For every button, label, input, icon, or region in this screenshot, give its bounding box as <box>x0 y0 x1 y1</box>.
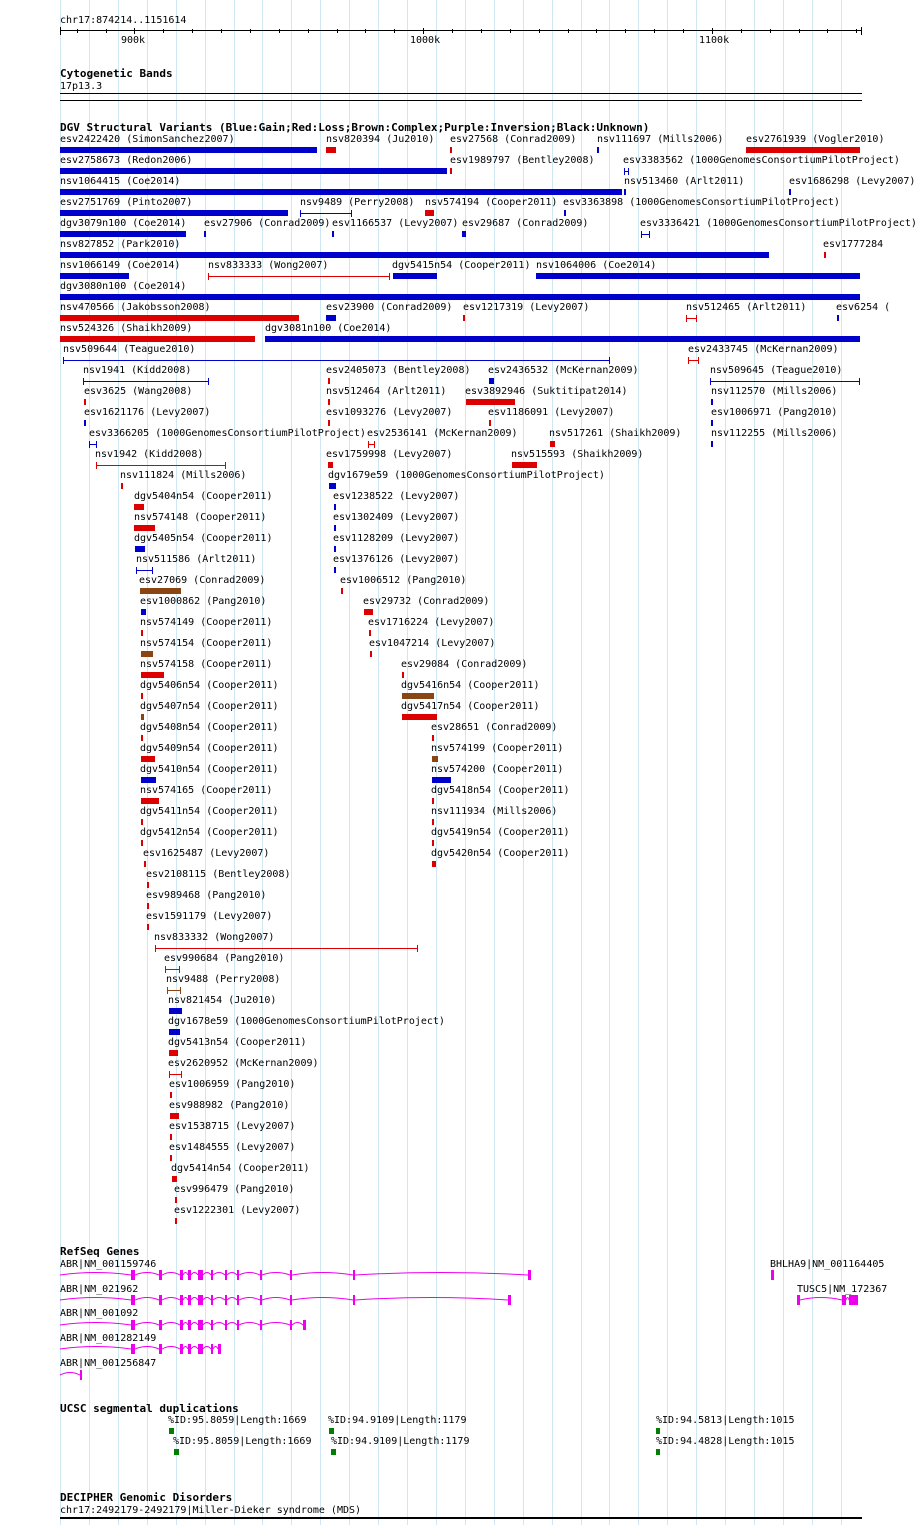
intron-line <box>183 1323 188 1326</box>
segdup-bar[interactable] <box>174 1449 179 1455</box>
sv-label[interactable]: nsv1941 (Kidd2008) <box>83 365 192 376</box>
exon-block[interactable] <box>260 1295 262 1305</box>
sv-label[interactable]: nsv1942 (Kidd2008) <box>95 449 204 460</box>
intron-line <box>191 1273 198 1276</box>
sv-label[interactable]: esv3336421 (1000GenomesConsortiumPilotProject) <box>640 218 917 229</box>
sv-label[interactable]: nsv574148 (Cooper2011) <box>134 512 267 523</box>
intron-line <box>227 1298 237 1301</box>
ruler-region-label: chr17:874214..1151614 <box>60 15 187 26</box>
segdup-label[interactable]: %ID:94.4828|Length:1015 <box>656 1436 795 1447</box>
intron-line <box>203 1323 211 1326</box>
sv-label[interactable]: esv2758673 (Redon2006) <box>60 155 193 166</box>
sv-label[interactable]: dgv5407n54 (Cooper2011) <box>140 701 279 712</box>
intron-line <box>203 1298 211 1301</box>
sv-label[interactable]: dgv5413n54 (Cooper2011) <box>168 1037 307 1048</box>
exon-block[interactable] <box>225 1270 227 1280</box>
exon-block[interactable] <box>159 1295 162 1305</box>
sv-label[interactable]: nsv821454 (Ju2010) <box>168 995 277 1006</box>
exon-block[interactable] <box>303 1320 306 1330</box>
sv-label[interactable]: esv2751769 (Pinto2007) <box>60 197 193 208</box>
sv-label[interactable]: esv2433745 (McKernan2009) <box>688 344 839 355</box>
intron-line <box>292 1273 353 1276</box>
segdup-bar[interactable] <box>331 1449 336 1455</box>
exon-block[interactable] <box>771 1270 774 1280</box>
intron-line <box>239 1298 260 1301</box>
exon-block[interactable] <box>218 1344 221 1354</box>
ruler-tick-label: 1000k <box>410 35 441 46</box>
sv-label[interactable]: nsv9488 (Perry2008) <box>166 974 281 985</box>
intron-line <box>262 1273 290 1276</box>
intron-line <box>213 1323 225 1326</box>
sv-label[interactable]: nsv509645 (Teague2010) <box>710 365 843 376</box>
exon-block[interactable] <box>188 1270 191 1280</box>
sv-label[interactable]: esv1093276 (Levy2007) <box>326 407 453 418</box>
sv-label[interactable]: dgv5420n54 (Cooper2011) <box>431 848 570 859</box>
sv-label[interactable]: dgv5408n54 (Cooper2011) <box>140 722 279 733</box>
intron-line <box>191 1347 198 1350</box>
exon-block[interactable] <box>211 1295 213 1305</box>
sv-label[interactable]: nsv833332 (Wong2007) <box>154 932 275 943</box>
sv-label[interactable]: dgv5415n54 (Cooper2011) <box>392 260 531 271</box>
sv-label[interactable]: nsv112570 (Mills2006) <box>711 386 838 397</box>
sv-label[interactable]: esv990684 (Pang2010) <box>164 953 285 964</box>
refseq-track-title: RefSeq Genes <box>60 1245 140 1258</box>
exon-block[interactable] <box>131 1344 135 1354</box>
sv-label[interactable]: esv2436532 (McKernan2009) <box>488 365 639 376</box>
sv-label[interactable]: nsv9489 (Perry2008) <box>300 197 415 208</box>
gene-label[interactable]: ABR|NM_021962 <box>60 1284 139 1295</box>
sv-label[interactable]: esv2405073 (Bentley2008) <box>326 365 471 376</box>
intron-line <box>135 1347 159 1350</box>
sv-label[interactable]: nsv1066149 (Coe2014) <box>60 260 181 271</box>
gene-label[interactable]: ABR|NM_001092 <box>60 1308 139 1319</box>
segdup-bar[interactable] <box>656 1428 660 1434</box>
exon-block[interactable] <box>131 1320 135 1330</box>
intron-line <box>239 1323 260 1326</box>
intron-line <box>135 1323 159 1326</box>
sv-label[interactable]: esv27568 (Conrad2009) <box>450 134 577 145</box>
exon-block[interactable] <box>188 1320 191 1330</box>
sv-label[interactable]: dgv3080n100 (Coe2014) <box>60 281 187 292</box>
segdup-label[interactable]: %ID:95.8059|Length:1669 <box>168 1415 307 1426</box>
decipher-feature-bar[interactable] <box>60 1517 862 1519</box>
segdup-bar[interactable] <box>329 1428 334 1434</box>
sv-label[interactable]: esv29687 (Conrad2009) <box>462 218 589 229</box>
intron-line <box>191 1298 198 1301</box>
sv-label[interactable]: esv27069 (Conrad2009) <box>139 575 266 586</box>
sv-label[interactable]: esv2761939 (Vogler2010) <box>746 134 885 145</box>
sv-label[interactable]: esv23900 (Conrad2009) <box>326 302 453 313</box>
sv-label[interactable]: esv1166537 (Levy2007) <box>332 218 459 229</box>
intron-line <box>183 1298 188 1301</box>
exon-block[interactable] <box>237 1320 239 1330</box>
sv-label[interactable]: dgv5410n54 (Cooper2011) <box>140 764 279 775</box>
sv-label[interactable]: esv1621176 (Levy2007) <box>84 407 211 418</box>
sv-label[interactable]: nsv515593 (Shaikh2009) <box>511 449 644 460</box>
intron-line <box>213 1347 218 1350</box>
exon-block[interactable] <box>159 1344 162 1354</box>
gene-label[interactable]: TUSC5|NM_172367 <box>797 1284 888 1295</box>
sv-label[interactable]: nsv574158 (Cooper2011) <box>140 659 273 670</box>
intron-line <box>292 1298 353 1301</box>
sv-label[interactable]: nsv509644 (Teague2010) <box>63 344 196 355</box>
exon-block[interactable] <box>180 1344 183 1354</box>
sv-label[interactable]: esv6254 ( <box>836 302 891 313</box>
sv-label[interactable]: nsv512464 (Arlt2011) <box>326 386 447 397</box>
sv-label[interactable]: esv1006971 (Pang2010) <box>711 407 838 418</box>
sv-label[interactable]: nsv112255 (Mills2006) <box>711 428 838 439</box>
sv-label[interactable]: dgv5419n54 (Cooper2011) <box>431 827 570 838</box>
sv-label[interactable]: esv1716224 (Levy2007) <box>368 617 495 628</box>
intron-line <box>203 1347 211 1350</box>
gene-label[interactable]: ABR|NM_001282149 <box>60 1333 157 1344</box>
sv-label[interactable]: esv1777284 <box>823 239 884 250</box>
intron-line <box>800 1298 842 1301</box>
sv-label[interactable]: dgv5404n54 (Cooper2011) <box>134 491 273 502</box>
sv-label[interactable]: esv1302409 (Levy2007) <box>333 512 460 523</box>
intron-line <box>355 1298 508 1301</box>
sv-label[interactable]: esv1217319 (Levy2007) <box>463 302 590 313</box>
sv-label[interactable]: dgv3081n100 (Coe2014) <box>265 323 392 334</box>
sv-label[interactable]: nsv827852 (Park2010) <box>60 239 181 250</box>
sv-label[interactable]: esv2620952 (McKernan2009) <box>168 1058 319 1069</box>
sv-label[interactable]: esv2422420 (SimonSanchez2007) <box>60 134 235 145</box>
intron-line <box>60 1373 80 1376</box>
sv-label[interactable]: esv1047214 (Levy2007) <box>369 638 496 649</box>
sv-label[interactable]: nsv574149 (Cooper2011) <box>140 617 273 628</box>
intron-line <box>262 1323 290 1326</box>
sv-label[interactable]: nsv111824 (Mills2006) <box>120 470 247 481</box>
sv-label[interactable]: esv1186091 (Levy2007) <box>488 407 615 418</box>
sv-label[interactable]: esv1625487 (Levy2007) <box>143 848 270 859</box>
exon-block[interactable] <box>225 1295 227 1305</box>
gene-label[interactable]: ABR|NM_001256847 <box>60 1358 157 1369</box>
sv-label[interactable]: dgv3079n100 (Coe2014) <box>60 218 187 229</box>
sv-label[interactable]: esv1376126 (Levy2007) <box>333 554 460 565</box>
exon-block[interactable] <box>260 1270 262 1280</box>
sv-label[interactable]: nsv470566 (Jakobsson2008) <box>60 302 211 313</box>
sv-label[interactable]: dgv1679e59 (1000GenomesConsortiumPilotProject) <box>328 470 605 481</box>
intron-line <box>846 1298 849 1301</box>
cytoband-label: 17p13.3 <box>60 81 103 92</box>
segdup-bar[interactable] <box>656 1449 660 1455</box>
exon-block[interactable] <box>188 1344 191 1354</box>
sv-label[interactable]: dgv5418n54 (Cooper2011) <box>431 785 570 796</box>
exon-block[interactable] <box>290 1320 292 1330</box>
intron-line <box>135 1298 159 1301</box>
intron-line <box>292 1323 303 1326</box>
sv-label[interactable]: esv29084 (Conrad2009) <box>401 659 528 670</box>
sv-label[interactable]: esv996479 (Pang2010) <box>174 1184 295 1195</box>
cytoband-track-title: Cytogenetic Bands <box>60 67 173 80</box>
exon-block[interactable] <box>211 1344 213 1354</box>
sv-label[interactable]: dgv5411n54 (Cooper2011) <box>140 806 279 817</box>
exon-block[interactable] <box>131 1295 135 1305</box>
segdup-label[interactable]: %ID:94.9109|Length:1179 <box>328 1415 467 1426</box>
exon-block[interactable] <box>211 1320 213 1330</box>
sv-label[interactable]: esv989468 (Pang2010) <box>146 890 267 901</box>
sv-label[interactable]: esv3625 (Wang2008) <box>84 386 193 397</box>
intron-line <box>213 1273 225 1276</box>
sv-label[interactable]: esv1484555 (Levy2007) <box>169 1142 296 1153</box>
intron-line <box>60 1323 131 1326</box>
exon-block[interactable] <box>842 1295 846 1305</box>
exon-block[interactable] <box>237 1270 239 1280</box>
ruler-tick-label: 1100k <box>699 35 730 46</box>
sv-label[interactable]: dgv5412n54 (Cooper2011) <box>140 827 279 838</box>
intron-line <box>227 1273 237 1276</box>
exon-block[interactable] <box>353 1295 355 1305</box>
exon-block[interactable] <box>508 1295 511 1305</box>
intron-line <box>227 1323 237 1326</box>
sv-label[interactable]: esv3892946 (Suktitipat2014) <box>465 386 628 397</box>
sv-label[interactable]: nsv1064006 (Coe2014) <box>536 260 657 271</box>
sv-label[interactable]: nsv574200 (Cooper2011) <box>431 764 564 775</box>
exon-block[interactable] <box>198 1270 203 1280</box>
exon-block[interactable] <box>180 1295 183 1305</box>
exon-block[interactable] <box>211 1270 213 1280</box>
intron-line <box>262 1298 290 1301</box>
sv-label[interactable]: nsv513460 (Arlt2011) <box>624 176 745 187</box>
sv-label[interactable]: nsv833333 (Wong2007) <box>208 260 329 271</box>
intron-line <box>203 1273 211 1276</box>
exon-block[interactable] <box>159 1270 162 1280</box>
sv-label[interactable]: esv1591179 (Levy2007) <box>146 911 273 922</box>
sv-label[interactable]: esv1006512 (Pang2010) <box>340 575 467 586</box>
intron-line <box>60 1273 131 1276</box>
intron-line <box>60 1298 131 1301</box>
sv-label[interactable]: esv1000862 (Pang2010) <box>140 596 267 607</box>
exon-block[interactable] <box>260 1320 262 1330</box>
intron-line <box>60 1347 131 1350</box>
sv-label[interactable]: nsv574194 (Cooper2011) <box>425 197 558 208</box>
sv-label[interactable]: esv1006959 (Pang2010) <box>169 1079 296 1090</box>
segdup-track-title: UCSC segmental duplications <box>60 1402 239 1415</box>
sv-label[interactable]: esv1686298 (Levy2007) <box>789 176 916 187</box>
exon-block[interactable] <box>159 1320 162 1330</box>
intron-line <box>355 1273 528 1276</box>
intron-line <box>162 1273 180 1276</box>
sv-label[interactable]: nsv820394 (Ju2010) <box>326 134 435 145</box>
dgv-track-title: DGV Structural Variants (Blue:Gain;Red:Loss;Brown:Complex;Purple:Inversion;Black:Unknown) <box>60 121 650 134</box>
sv-label[interactable]: esv988982 (Pang2010) <box>169 1100 290 1111</box>
intron-line <box>162 1347 180 1350</box>
exon-block[interactable] <box>849 1295 858 1305</box>
sv-label[interactable]: esv27906 (Conrad2009) <box>204 218 331 229</box>
sv-label[interactable]: nsv524326 (Shaikh2009) <box>60 323 193 334</box>
sv-label[interactable]: nsv574199 (Cooper2011) <box>431 743 564 754</box>
sv-label[interactable]: dgv5409n54 (Cooper2011) <box>140 743 279 754</box>
exon-block[interactable] <box>198 1295 203 1305</box>
intron-line <box>135 1273 159 1276</box>
exon-block[interactable] <box>198 1320 203 1330</box>
sv-label[interactable]: nsv1064415 (Coe2014) <box>60 176 181 187</box>
sv-label[interactable]: esv1989797 (Bentley2008) <box>450 155 595 166</box>
gene-label[interactable]: BHLHA9|NM_001164405 <box>770 1259 885 1270</box>
sv-label[interactable]: esv28651 (Conrad2009) <box>431 722 558 733</box>
segdup-label[interactable]: %ID:94.5813|Length:1015 <box>656 1415 795 1426</box>
sv-label[interactable]: nsv517261 (Shaikh2009) <box>549 428 682 439</box>
sv-label[interactable]: nsv511586 (Arlt2011) <box>136 554 257 565</box>
gene-label[interactable]: ABR|NM_001159746 <box>60 1259 157 1270</box>
sv-label[interactable]: esv1238522 (Levy2007) <box>333 491 460 502</box>
exon-block[interactable] <box>180 1320 183 1330</box>
exon-block[interactable] <box>188 1295 191 1305</box>
exon-block[interactable] <box>131 1270 135 1280</box>
sv-label[interactable]: nsv512465 (Arlt2011) <box>686 302 807 313</box>
intron-line <box>213 1298 225 1301</box>
sv-label[interactable]: nsv111697 (Mills2006) <box>597 134 724 145</box>
ruler-tick-label: 900k <box>121 35 146 46</box>
sv-label[interactable]: esv3383562 (1000GenomesConsortiumPilotProject) <box>623 155 900 166</box>
sv-label[interactable]: dgv1678e59 (1000GenomesConsortiumPilotProject) <box>168 1016 445 1027</box>
sv-label[interactable]: dgv5417n54 (Cooper2011) <box>401 701 540 712</box>
sv-label[interactable]: esv2108115 (Bentley2008) <box>146 869 291 880</box>
intron-line <box>183 1273 188 1276</box>
segdup-bar[interactable] <box>169 1428 174 1434</box>
sv-label[interactable]: esv1222301 (Levy2007) <box>174 1205 301 1216</box>
sv-label[interactable]: esv2536141 (McKernan2009) <box>367 428 518 439</box>
exon-block[interactable] <box>180 1270 183 1280</box>
exon-block[interactable] <box>80 1370 82 1380</box>
exon-block[interactable] <box>198 1344 203 1354</box>
sv-label[interactable]: nsv111934 (Mills2006) <box>431 806 558 817</box>
exon-block[interactable] <box>290 1270 292 1280</box>
exon-block[interactable] <box>353 1270 355 1280</box>
exon-block[interactable] <box>237 1295 239 1305</box>
sv-label[interactable]: nsv574154 (Cooper2011) <box>140 638 273 649</box>
sv-label[interactable]: esv3366205 (1000GenomesConsortiumPilotProject) <box>89 428 366 439</box>
sv-label[interactable]: dgv5414n54 (Cooper2011) <box>171 1163 310 1174</box>
exon-block[interactable] <box>528 1270 531 1280</box>
sv-label[interactable]: nsv574165 (Cooper2011) <box>140 785 273 796</box>
exon-block[interactable] <box>290 1295 292 1305</box>
intron-line <box>183 1347 188 1350</box>
decipher-track-title: DECIPHER Genomic Disorders <box>60 1491 233 1504</box>
sv-label[interactable]: esv1128209 (Levy2007) <box>333 533 460 544</box>
segdup-label[interactable]: %ID:94.9109|Length:1179 <box>331 1436 470 1447</box>
sv-label[interactable]: esv29732 (Conrad2009) <box>363 596 490 607</box>
exon-block[interactable] <box>797 1295 800 1305</box>
segdup-label[interactable]: %ID:95.8059|Length:1669 <box>173 1436 312 1447</box>
sv-label[interactable]: esv3363898 (1000GenomesConsortiumPilotProject) <box>563 197 840 208</box>
exon-block[interactable] <box>225 1320 227 1330</box>
intron-line <box>191 1323 198 1326</box>
sv-label[interactable]: esv1538715 (Levy2007) <box>169 1121 296 1132</box>
decipher-feature-label[interactable]: chr17:2492179-2492179|Miller-Dieker syndrome (MDS) <box>60 1505 362 1516</box>
sv-label[interactable]: dgv5406n54 (Cooper2011) <box>140 680 279 691</box>
intron-line <box>239 1273 260 1276</box>
intron-line <box>162 1323 180 1326</box>
sv-label[interactable]: dgv5405n54 (Cooper2011) <box>134 533 273 544</box>
sv-label[interactable]: esv1759998 (Levy2007) <box>326 449 453 460</box>
sv-label[interactable]: dgv5416n54 (Cooper2011) <box>401 680 540 691</box>
intron-line <box>162 1298 180 1301</box>
